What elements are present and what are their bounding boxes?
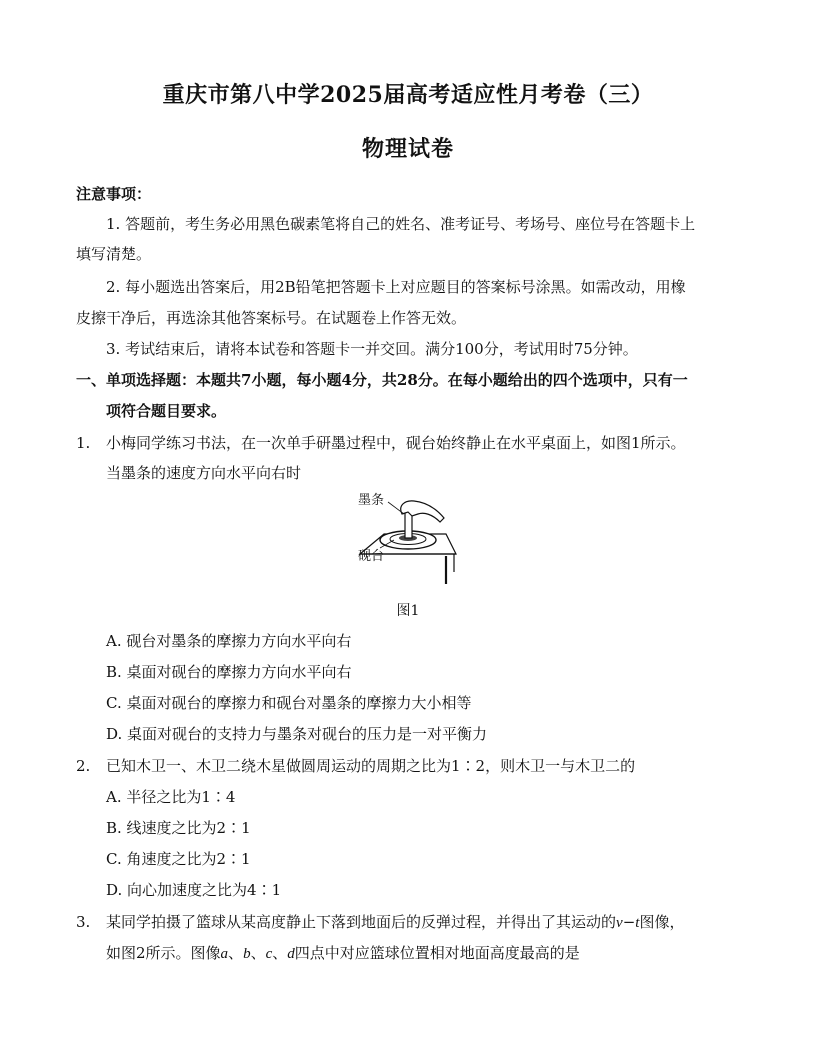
- ink-stick-label: 墨条: [358, 493, 385, 508]
- q2-number: 2.: [76, 757, 91, 775]
- figure-1-inkstone: [358, 492, 458, 588]
- q1-option-d: D. 桌面对砚台的支持力与墨条对砚台的压力是一对平衡力: [106, 725, 488, 743]
- section-1-heading-line-1: 一、单项选择题：本题共7小题，每小题4分，共28分。在每小题给出的四个选项中，只有一: [76, 371, 688, 389]
- q3-stem-text-4: 四点中对应篮球位置相对地面高度最高的是: [294, 944, 580, 962]
- exam-title: 重庆市第八中学2025届高考适应性月考卷（三）: [162, 82, 654, 108]
- q3-number: 3.: [76, 913, 91, 931]
- q3-stem-text-1: 某同学拍摄了篮球从某高度静止下落到地面后的反弹过程，并得出了其运动的: [106, 913, 617, 931]
- q2-option-b: B. 线速度之比为2∶1: [106, 819, 251, 837]
- figure-1-caption: 图1: [396, 603, 420, 619]
- q1-option-c: C. 桌面对砚台的摩擦力和砚台对墨条的摩擦力大小相等: [106, 694, 472, 712]
- q3-sep-3: 、: [272, 944, 288, 962]
- notice-item-1-line-1: 1. 答题前，考生务必用黑色碳素笔将自己的姓名、准考证号、考场号、座位号在答题卡上: [106, 215, 696, 233]
- notice-item-3-line-1: 3. 考试结束后，请将本试卷和答题卡一并交回。满分100分，考试用时75分钟。: [106, 340, 638, 358]
- q1-number: 1.: [76, 434, 91, 452]
- section-1-heading-line-2: 项符合题目要求。: [106, 402, 227, 420]
- q3-var-t: t: [635, 915, 640, 931]
- q3-stem-text-2: 图像，: [639, 913, 685, 931]
- notice-item-2-line-2: 皮擦干净后，再选涂其他答案标号。在试题卷上作答无效。: [76, 309, 467, 327]
- q3-var-v: v: [616, 915, 623, 931]
- q3-point-d: d: [287, 946, 295, 962]
- q3-sep-2: 、: [250, 944, 266, 962]
- q1-option-a: A. 砚台对墨条的摩擦力方向水平向右: [106, 632, 352, 650]
- q3-sep-1: 、: [228, 944, 244, 962]
- q3-point-c: c: [265, 946, 273, 962]
- q2-option-a: A. 半径之比为1∶4: [106, 788, 236, 806]
- notice-item-1-line-2: 填写清楚。: [76, 245, 152, 263]
- q1-option-b: B. 桌面对砚台的摩擦力方向水平向右: [106, 663, 352, 681]
- q3-point-b: b: [243, 946, 251, 962]
- q3-point-a: a: [220, 946, 229, 962]
- q1-stem-line-2: 当墨条的速度方向水平向右时: [106, 464, 302, 482]
- notice-item-2-line-1: 2. 每小题选出答案后，用2B铅笔把答题卡上对应题目的答案标号涂黑。如需改动，用橡: [106, 278, 686, 296]
- q3-stem-line-2: [106, 942, 580, 965]
- q2-stem: 已知木卫一、木卫二绕木星做圆周运动的周期之比为1∶2，则木卫一与木卫二的: [106, 757, 636, 775]
- inkstone-label: 砚台: [358, 549, 385, 564]
- q3-stem-line-1: [106, 911, 684, 934]
- q2-option-c: C. 角速度之比为2∶1: [106, 850, 251, 868]
- q2-option-d: D. 向心加速度之比为4∶1: [106, 881, 282, 899]
- q3-dash: −: [622, 913, 636, 931]
- exam-subtitle: 物理试卷: [361, 136, 454, 162]
- q1-stem-line-1: 小梅同学练习书法，在一次单手研墨过程中，砚台始终静止在水平桌面上，如图1所示。: [106, 434, 686, 452]
- q3-stem-text-3: 如图2所示。图像: [106, 944, 221, 962]
- notice-heading: 注意事项：: [76, 185, 152, 203]
